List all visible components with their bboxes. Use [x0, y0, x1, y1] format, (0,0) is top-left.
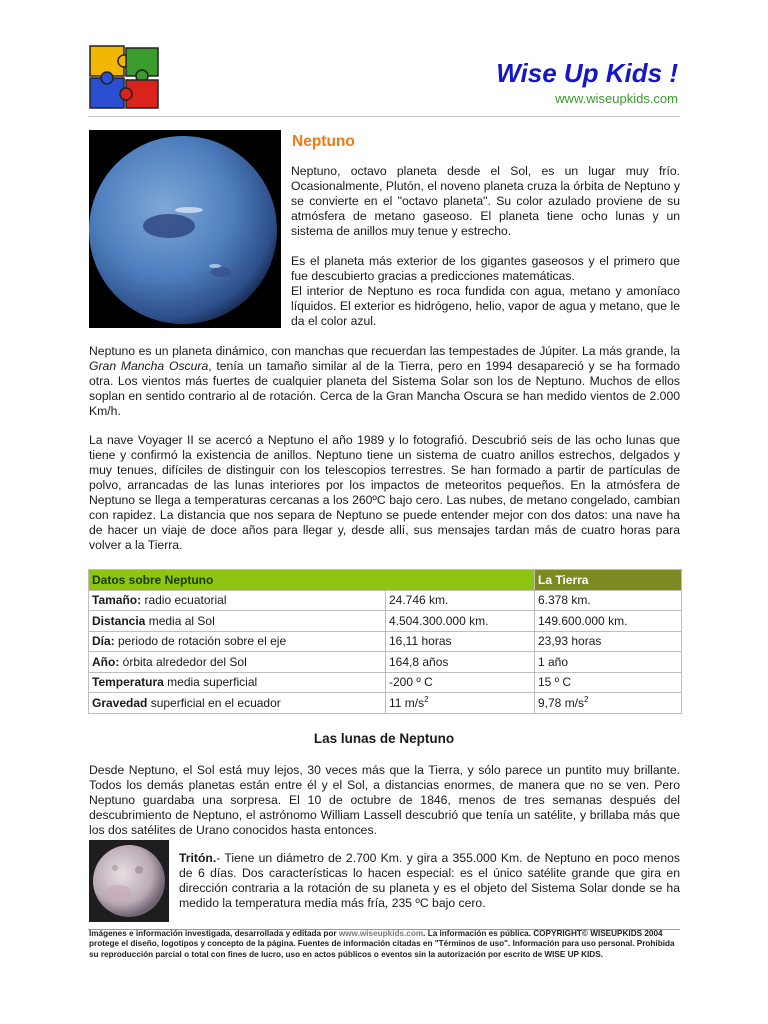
footer-copyright [89, 929, 680, 960]
table-row [89, 693, 682, 714]
footer-link[interactable]: www.wiseupkids.com [338, 929, 424, 938]
neptune-value: 4.504.300.000 km. [386, 611, 535, 632]
footer-text-start: Imágenes e información investigada, desarrollada y editada por [89, 929, 339, 938]
row-label-bold: Año: [92, 654, 120, 669]
paragraph-2 [291, 254, 680, 329]
row-label-bold: Día: [92, 634, 115, 649]
neptune-value [386, 693, 535, 714]
table-row [89, 652, 682, 673]
row-label-rest: órbita alrededor del Sol [119, 654, 247, 669]
table-header-neptune: Datos sobre Neptuno [89, 570, 535, 591]
table-row [89, 590, 682, 611]
row-label-rest: media al Sol [145, 613, 215, 628]
puzzle-pieces-logo-icon [88, 44, 162, 112]
neptune-value: 24.746 km. [386, 590, 535, 611]
paragraph-2b: El interior de Neptuno es roca fundida con agua, metano y amoníaco líquidos. El exterior es hidrógeno, helio, vapor de agua y metano, que le da el color azul. [291, 283, 680, 328]
earth-gravity-exp: 2 [584, 694, 589, 704]
row-label-bold: Distancia [92, 613, 146, 628]
earth-value: 15 º C [535, 672, 682, 693]
gran-mancha-oscura: Gran Mancha Oscura [89, 358, 209, 373]
row-label [89, 693, 386, 714]
earth-gravity: 9,78 m/s [538, 695, 585, 710]
triton-name: Tritón. [179, 851, 217, 865]
row-label [89, 590, 386, 611]
paragraph-2a: Es el planeta más exterior de los gigantes gaseosos y el primero que fue descubierto gracias a predicciones matemáticas. [291, 254, 680, 283]
intro-paragraph: Neptuno, octavo planeta desde el Sol, es un lugar muy frío. Ocasionalmente, Plutón, el noveno planeta cruza la órbita de Neptuno y se convierte en el "octavo planeta". Su color azulado proviene de su atmósfera de metano gaseoso. El planeta tiene ocho lunas y un sistema de anillos muy tenue y estrecho. [291, 164, 680, 238]
row-label [89, 672, 386, 693]
earth-value: 6.378 km. [535, 590, 682, 611]
table-row [89, 672, 682, 693]
row-label-rest: radio ecuatorial [141, 593, 227, 608]
triton-paragraph [179, 851, 680, 911]
facts-table [88, 569, 682, 714]
neptune-gravity: 11 m/s [389, 695, 425, 710]
neptune-value: -200 º C [386, 672, 535, 693]
neptune-value: 16,11 horas [386, 631, 535, 652]
row-label-bold: Temperatura [92, 675, 164, 690]
row-label-bold: Tamaño: [92, 593, 142, 608]
neptune-value: 164,8 años [386, 652, 535, 673]
table-header-earth: La Tierra [535, 570, 682, 591]
earth-value: 1 año [535, 652, 682, 673]
paragraph-4: La nave Voyager II se acercó a Neptuno el año 1989 y lo fotografió. Descubrió seis de las ocho lunas que tiene y confirmó la existencia de anillos. Neptuno tiene un sistema de cuatro anillos estrechos, delgados y muy tenues, difíciles de distinguir con los telescopios terrestres. Se han formado a partir de partículas de polvo, arrancadas de las lunas interiores por los impactos de meteoritos pequeños. En la atmósfera de Neptuno se llega a temperaturas cercanas a los 260ºC bajo cero. Las nubes, de metano congelado, cambian con rapidez. La distancia que nos separa de Neptuno se puede entender mejor con dos datos: una nave ha de hacer un viaje de doce años para llegar y, desde allí, sus mensajes tardan más de cuatro horas para volver a la Tierra. [89, 433, 680, 552]
brand-url-link[interactable]: www.wiseupkids.com [555, 91, 678, 106]
row-label-bold: Gravedad [92, 695, 148, 710]
footer-text-end: . La información es pública. COPYRIGHT© WISEUPKIDS 2004 protege el diseño, logotipos y concepto de la página. Fuentes de información citadas en "Términos de uso". Información para uso personal. Prohibida su reproducción parcial o total con fines de lucro, uso en actos públicos o eventos sin la autorización por escrito de WISE UP KIDS. [89, 929, 675, 959]
row-label [89, 652, 386, 673]
paragraph-3-part2: , tenía un tamaño similar al de la Tierra, pero en 1994 desapareció y se ha formado otra. Los vientos más fuertes de cualquier planeta del Sistema Solar son los de Neptuno. Muchos de ellos soplan en sentido contrario al de rotación. Cerca de la Gran Mancha Oscura se han medido vientos de 2.000 Km/h. [89, 358, 680, 418]
row-label-rest: periodo de rotación sobre el eje [114, 634, 287, 649]
earth-value: 149.600.000 km. [535, 611, 682, 632]
row-label [89, 631, 386, 652]
table-row [89, 631, 682, 652]
triton-image [89, 840, 169, 922]
neptune-image [89, 130, 281, 328]
table-row [89, 611, 682, 632]
row-label-rest: superficial en el ecuador [147, 695, 281, 710]
table-header-row [89, 570, 682, 591]
article-title: Neptuno [292, 133, 355, 150]
paragraph-3-part1: Neptuno es un planeta dinámico, con manchas que recuerdan las tempestades de Júpiter. La más grande, la [89, 344, 680, 358]
row-label [89, 611, 386, 632]
triton-text: - Tiene un diámetro de 2.700 Km. y gira a 355.000 Km. de Neptuno en poco menos de 6 días. Dos características lo hacen especial: es el único satélite grande que gira en dirección contraria a la rotación de su planeta y es el objeto del Sistema Solar donde se ha medido la temperatura media más fría, 235 ºC bajo cero. [179, 851, 680, 910]
earth-value: 23,93 horas [535, 631, 682, 652]
paragraph-3 [89, 344, 680, 419]
moons-heading: Las lunas de Neptuno [313, 731, 455, 746]
header-divider [88, 116, 680, 117]
neptune-gravity-exp: 2 [424, 694, 429, 704]
brand-title: Wise Up Kids ! [496, 58, 678, 88]
earth-value [535, 693, 682, 714]
moons-paragraph: Desde Neptuno, el Sol está muy lejos, 30 veces más que la Tierra, y sólo parece un puntito muy brillante. Todos los demás planetas están entre él y el Sol, a distancias enormes, de manera que no se ven. Pero Neptuno guardaba una sorpresa. El 10 de octubre de 1846, menos de tres semanas después del descubrimiento de Neptuno, el astrónomo William Lassell descubrió que tenía un satélite, y brillaba más que los dos satélites de Urano conocidos hasta entonces. [89, 763, 680, 837]
row-label-rest: media superficial [163, 675, 258, 690]
